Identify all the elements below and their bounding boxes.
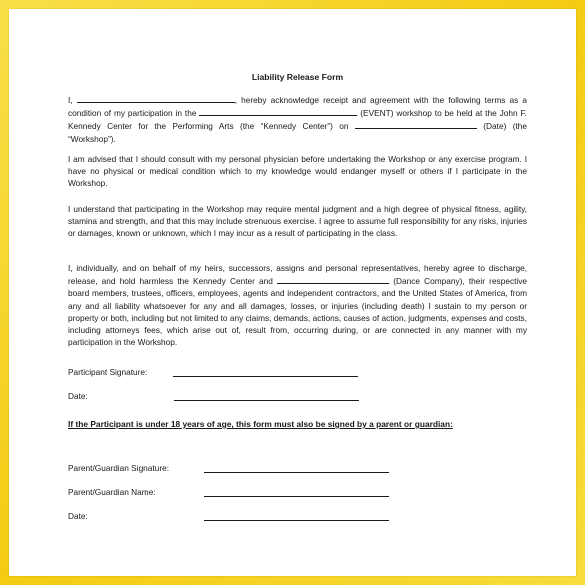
paragraph-release (68, 262, 527, 348)
participant-date-line[interactable] (174, 399, 359, 401)
paragraph-medical: I am advised that I should consult with my personal physician before undertaking the Workshop or any exercise program. I have no physical or medical condition which to my knowledge would endanger myself or others if I participate in the Workshop. (68, 154, 527, 189)
paragraph-acknowledgement (68, 93, 527, 145)
event-name-blank (199, 106, 357, 116)
participant-signature-label: Participant Signature: (68, 367, 148, 377)
p1-text-3: (Date) (the “Workshop”). (68, 121, 527, 144)
dance-company-blank (277, 274, 389, 284)
minor-notice: If the Participant is under 18 years of age, this form must also be signed by a parent or guardian: (68, 419, 453, 429)
participant-date-label: Date: (68, 391, 88, 401)
document-sheet (9, 9, 576, 576)
p1-text-1: , hereby acknowledge receipt and agreement with the following terms as a condition of my participation in the (68, 95, 527, 119)
guardian-signature-label: Parent/Guardian Signature: (68, 463, 170, 473)
participant-name-blank (77, 93, 235, 103)
p4-text-1: I, individually, and on behalf of my heirs, successors, assigns and personal representatives, hereby agree to discharge, release, and hold harmless the Kennedy Center and (68, 263, 527, 287)
guardian-name-label: Parent/Guardian Name: (68, 487, 156, 497)
paragraph-risks: I understand that participating in the Workshop may require mental judgment and a high degree of physical fitness, agility, stamina and strength, and that this may include strenuous exercise. I agree to assume full responsibility for any risks, injuries or damages, known or unknown, which I may incur as a result of participating in the class. (68, 204, 527, 239)
guardian-name-line[interactable] (204, 495, 389, 497)
p1-text-2: (EVENT) workshop to be held at the John F. Kennedy Center for the Performing Arts (the “Kennedy Center”) on (68, 108, 527, 132)
guardian-signature-line[interactable] (204, 471, 389, 473)
guardian-date-label: Date: (68, 511, 88, 521)
p1-text-pre: I, (68, 95, 77, 105)
document-title: Liability Release Form (251, 72, 344, 82)
guardian-date-line[interactable] (204, 519, 389, 521)
p4-text-2: (Dance Company), their respective board members, trustees, officers, employees, agents and independent contractors, and the United States of America, from any and all liability whatsoever for any and all damages, losses, or injuries (including death) I sustain to my person or property or both, including but not limited to any claims, demands, actions, causes of action, judgments, expenses and costs, including attorneys fees, which arise out of, result from, occurring during, or are connected in any manner with my participation in the Workshop. (68, 276, 527, 348)
event-date-blank (355, 119, 477, 129)
participant-signature-line[interactable] (173, 375, 358, 377)
